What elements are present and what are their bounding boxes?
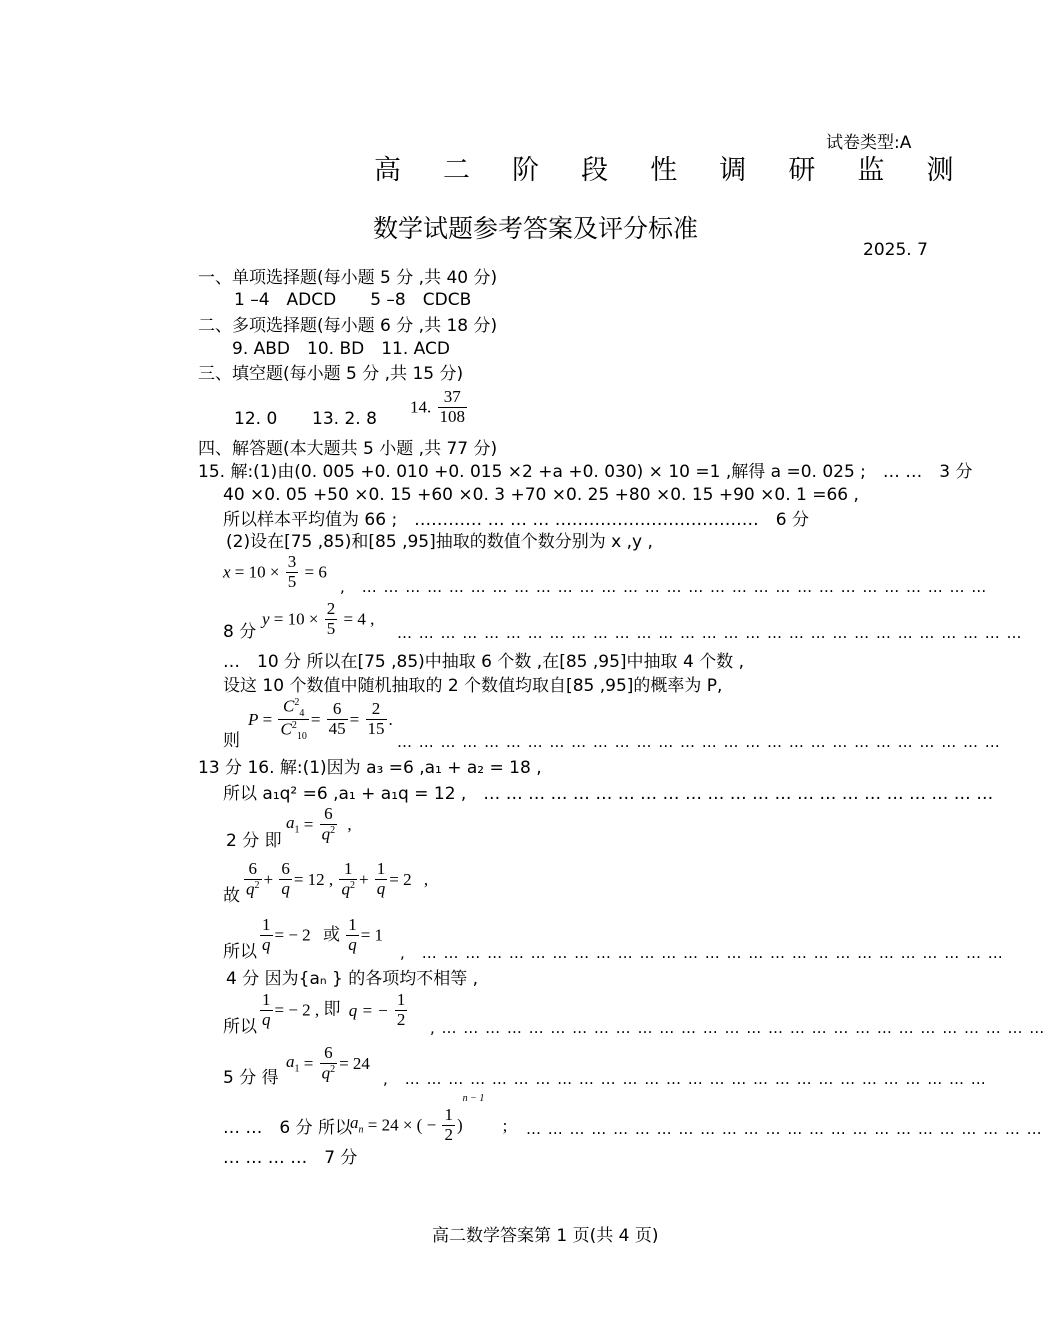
section2-heading: 二、多项选择题(每小题 6 分 ,共 18 分) [198, 316, 498, 336]
var-p: P [248, 710, 259, 730]
q15-x-formula [223, 553, 327, 591]
q15-line1: 15. 解:(1)由(0. 005 +0. 010 +0. 015 ×2 +a +0. 030) × 10 =1 ,解得 a =0. 025 ; … … 3 分 [198, 462, 973, 482]
y-fraction [325, 600, 338, 638]
fraction-denominator: 108 [439, 406, 465, 426]
q16-last-line: … … … … 7 分 [223, 1148, 358, 1168]
formula-text: = 10 × [230, 562, 284, 582]
one-over-q: $\frac{1}{q}$ [348, 915, 357, 954]
section3-heading: 三、填空题(每小题 5 分 ,共 15 分) [198, 364, 464, 384]
six-over-q2: $\frac{6}{q^2}$ [246, 859, 260, 899]
one-over-q: $\frac{1}{q}$ [376, 859, 386, 899]
fraction-denominator: 15 [367, 719, 385, 739]
q16-score2: 2 分 即 [226, 831, 282, 851]
q16-dots-4: , … … … … … … … … … … … … … … … … … … … … … … … … … … … … [430, 1019, 1045, 1037]
q16-line5: 4 分 因为{aₙ } 的各项均不相等 , [226, 969, 479, 989]
q15-x-dots: , … … … … … … … … … … … … … … … … … … … … … … … … … … … … … [340, 578, 988, 596]
q15-line3: 所以样本平均值为 66 ; ………… … … … ……………………………… 6 分 [223, 510, 810, 530]
fraction-denominator: $C^2_{10}$ [280, 719, 307, 743]
answer-13: 13. 2. 8 [312, 409, 377, 429]
var-y: y [262, 609, 270, 629]
fraction-numerator: 2 [366, 700, 387, 720]
q15-y-dots: … … … … … … … … … … … … … … … … … … … … … … … … … … … … … [397, 624, 1023, 642]
q16-dots-5: , … … … … … … … … … … … … … … … … … … … … … … … … … … … [383, 1070, 987, 1088]
q15-then: 则 [223, 731, 240, 751]
paper-type: 试卷类型:A [826, 133, 912, 153]
page-footer: 高二数学答案第 1 页(共 4 页) [432, 1226, 659, 1246]
combination-fraction [278, 697, 308, 742]
answer-14 [410, 388, 469, 426]
q15-line4: (2)设在[75 ,85)和[85 ,95]抽取的数值个数分别为 x ,y , [226, 532, 653, 552]
formula-text: = 10 × [269, 609, 323, 629]
q16-q-cases: $\frac{1}{q}$ = − 2 或 $\frac{1}{q}$ = 1 [262, 915, 384, 954]
q16-a1-value: $a_1$ = $\frac{6}{q^2}$ = 24 [286, 1043, 370, 1083]
q16-a1-formula: $a_1$ = $\frac{6}{q^2}$ , [286, 804, 352, 844]
p-fraction-3 [366, 700, 387, 738]
q16-line1: 13 分 16. 解:(1)因为 a₃ =6 ,a₁ + a₂ = 18 , [198, 758, 542, 778]
section1-answers: 1 –4 ADCD 5 –8 CDCB [234, 290, 472, 310]
q16-dots-6: … … … … … … … … … … … … … … … … … … … … … … … … [526, 1120, 1043, 1138]
page-title: 高 二 阶 段 性 调 研 监 测 [374, 155, 971, 186]
exam-date: 2025. 7 [863, 240, 928, 260]
fraction-numerator: 3 [287, 552, 297, 571]
x-fraction [286, 553, 299, 591]
q15-line7: … 10 分 所以在[75 ,85)中抽取 6 个数 ,在[85 ,95]中抽取 4 个数 , [223, 652, 744, 672]
fraction-numerator: 2 [326, 599, 336, 618]
q16-suoyi2: 所以 [223, 1017, 257, 1037]
one-over-q: $\frac{1}{q}$ [262, 915, 271, 954]
fraction-numerator: 6 [327, 700, 348, 720]
answer-12: 12. 0 [234, 409, 278, 429]
section4-heading: 四、解答题(本大题共 5 小题 ,共 77 分) [198, 439, 498, 459]
fraction-denominator: 5 [326, 618, 336, 638]
q15-score8: 8 分 [223, 622, 257, 642]
formula-text: = [258, 710, 277, 730]
ji-word: 即 [323, 999, 341, 1020]
fraction-denominator: $q^2$ [321, 824, 336, 844]
one-over-q2: $\frac{1}{q^2}$ [341, 859, 355, 899]
a1-fraction [320, 805, 338, 844]
q16-gu-formula: $\frac{6}{q^2}$ + $\frac{6}{q}$ = 12 , $\frac{1}{q^2}$ + $\frac{1}{q}$ = 2 , [246, 859, 429, 899]
half-fraction: $\frac{1}{2}$ [444, 1104, 453, 1144]
var-a1: $a_1$ [286, 812, 300, 836]
a1-fraction-2: $\frac{6}{q^2}$ [321, 1043, 336, 1083]
one-over-q: $\frac{1}{q}$ [262, 990, 271, 1029]
page-subtitle: 数学试题参考答案及评分标准 [373, 214, 699, 243]
fraction-numerator: $C^2_4$ [278, 697, 308, 720]
q16-dots-3: , … … … … … … … … … … … … … … … … … … … … … … … … … … … [400, 944, 1004, 962]
or-word: 或 [322, 924, 340, 945]
fraction-denominator: 5 [287, 571, 297, 591]
q15-line2: 40 ×0. 05 +50 ×0. 15 +60 ×0. 3 +70 ×0. 25 +80 ×0. 15 +90 ×0. 1 =66 , [223, 485, 859, 505]
q15-p-dots: … … … … … … … … … … … … … … … … … … … … … … … … … … … … [397, 733, 1001, 751]
formula-text: = 6 [300, 562, 327, 582]
q16-score5: 5 分 得 [223, 1068, 279, 1088]
fraction-numerator: 6 [320, 805, 338, 825]
q15-y-formula [262, 600, 374, 638]
q16-line2: 所以 a₁q² =6 ,a₁ + a₁q = 12 , … … … … … … … … … … … … … … … … … … … … … … … [223, 784, 994, 804]
answer-14-fraction [438, 388, 468, 426]
q-fraction: $\frac{1}{2}$ [396, 990, 406, 1029]
answer-14-label: 14. [410, 397, 432, 417]
section2-answers: 9. ABD 10. BD 11. ACD [232, 339, 450, 359]
q15-line8: 设这 10 个数值中随机抽取的 2 个数值均取自[85 ,95]的概率为 P, [223, 676, 723, 696]
formula-text: = 4 , [339, 609, 375, 629]
q16-q-result: $\frac{1}{q}$ = − 2 , 即 q = − $\frac{1}{2}$ [262, 990, 406, 1029]
q16-gu: 故 [223, 886, 240, 906]
var-x: x [223, 562, 231, 582]
q16-an-formula: $a_n = 24$ × ( − $\frac{1}{2}$ )$^{n - 1}$ ; [350, 1093, 508, 1144]
q16-suoyi: 所以 [223, 942, 257, 962]
q16-score6: … … 6 分 所以 [223, 1118, 353, 1138]
fraction-denominator: 45 [328, 719, 346, 739]
q15-p-formula: P = $\frac{C^2_4}{C^2_{10}}$ = $\frac{6}{45}$ = $\frac{2}{15}$ . [248, 696, 393, 743]
fraction-numerator: 37 [438, 388, 468, 408]
section1-heading: 一、单项选择题(每小题 5 分 ,共 40 分) [198, 268, 498, 288]
six-over-q: $\frac{6}{q}$ [281, 859, 290, 899]
p-fraction-2 [327, 700, 348, 738]
